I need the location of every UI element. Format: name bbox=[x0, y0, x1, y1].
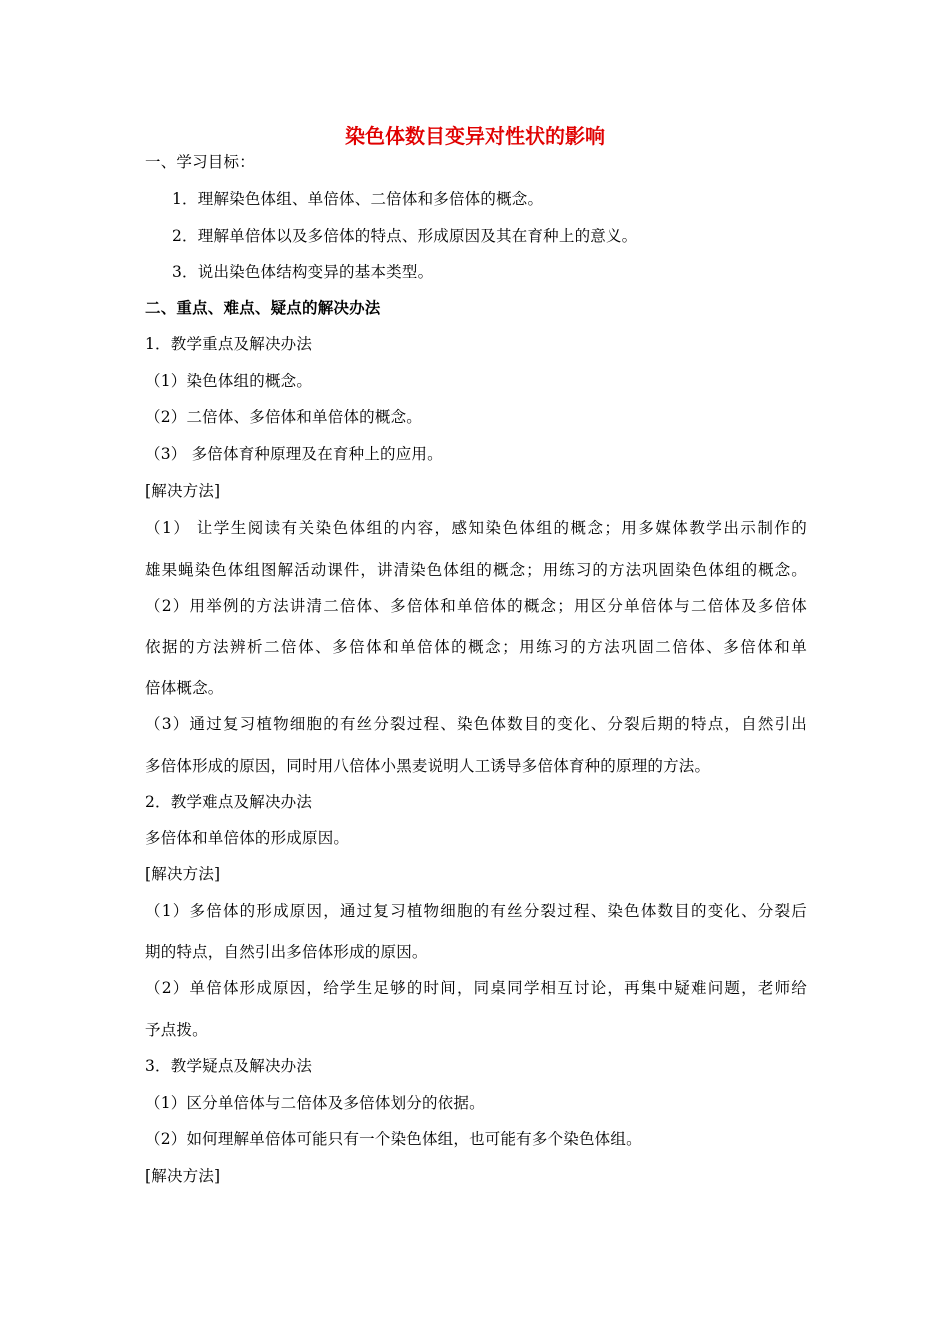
paragraph-line: 雄果蝇染色体组图解活动课件，讲清染色体组的概念；用练习的方法巩固染色体组的概念。 bbox=[145, 561, 807, 579]
subsection-heading: 2．教学难点及解决办法 bbox=[145, 793, 313, 811]
paragraph-line: （1） 让学生阅读有关染色体组的内容，感知染色体组的概念；用多媒体教学出示制作的 bbox=[145, 519, 807, 537]
section-heading-goals: 一、学习目标： bbox=[145, 153, 255, 171]
goal-item: 3．说出染色体结构变异的基本类型。 bbox=[172, 263, 434, 281]
paragraph-line: 多倍体和单倍体的形成原因。 bbox=[145, 829, 350, 847]
paragraph-line: 期的特点，自然引出多倍体形成的原因。 bbox=[145, 943, 428, 961]
subsection-heading: 3．教学疑点及解决办法 bbox=[145, 1057, 313, 1075]
paragraph-line: 多倍体形成的原因，同时用八倍体小黑麦说明人工诱导多倍体育种的原理的方法。 bbox=[145, 757, 711, 775]
paragraph-line: （2）用举例的方法讲清二倍体、多倍体和单倍体的概念；用区分单倍体与二倍体及多倍体 bbox=[145, 597, 807, 615]
method-label: [解决方法] bbox=[145, 482, 221, 500]
document-title: 染色体数目变异对性状的影响 bbox=[345, 124, 605, 148]
paragraph-line: 予点拨。 bbox=[145, 1021, 208, 1039]
method-label: [解决方法] bbox=[145, 865, 221, 883]
paragraph-line: （1）多倍体的形成原因，通过复习植物细胞的有丝分裂过程、染色体数目的变化、分裂后 bbox=[145, 902, 807, 920]
subsection-heading: 1．教学重点及解决办法 bbox=[145, 335, 313, 353]
list-item: （1）区分单倍体与二倍体及多倍体划分的依据。 bbox=[145, 1094, 485, 1112]
paragraph-line: （3）通过复习植物细胞的有丝分裂过程、染色体数目的变化、分裂后期的特点，自然引出 bbox=[145, 715, 807, 733]
paragraph-line: 依据的方法辨析二倍体、多倍体和单倍体的概念；用练习的方法巩固二倍体、多倍体和单 bbox=[145, 638, 807, 656]
list-item: （1）染色体组的概念。 bbox=[145, 372, 313, 390]
goal-item: 2．理解单倍体以及多倍体的特点、形成原因及其在育种上的意义。 bbox=[172, 227, 638, 245]
goal-item: 1．理解染色体组、单倍体、二倍体和多倍体的概念。 bbox=[172, 190, 544, 208]
list-item: （2）二倍体、多倍体和单倍体的概念。 bbox=[145, 408, 422, 426]
section-heading-methods: 二、重点、难点、疑点的解决办法 bbox=[145, 299, 381, 317]
list-item: （3） 多倍体育种原理及在育种上的应用。 bbox=[145, 445, 443, 463]
list-item: （2）如何理解单倍体可能只有一个染色体组，也可能有多个染色体组。 bbox=[145, 1130, 642, 1148]
paragraph-line: （2）单倍体形成原因，给学生足够的时间，同桌同学相互讨论，再集中疑难问题，老师给 bbox=[145, 979, 807, 997]
paragraph-line: 倍体概念。 bbox=[145, 679, 224, 697]
method-label: [解决方法] bbox=[145, 1167, 221, 1185]
